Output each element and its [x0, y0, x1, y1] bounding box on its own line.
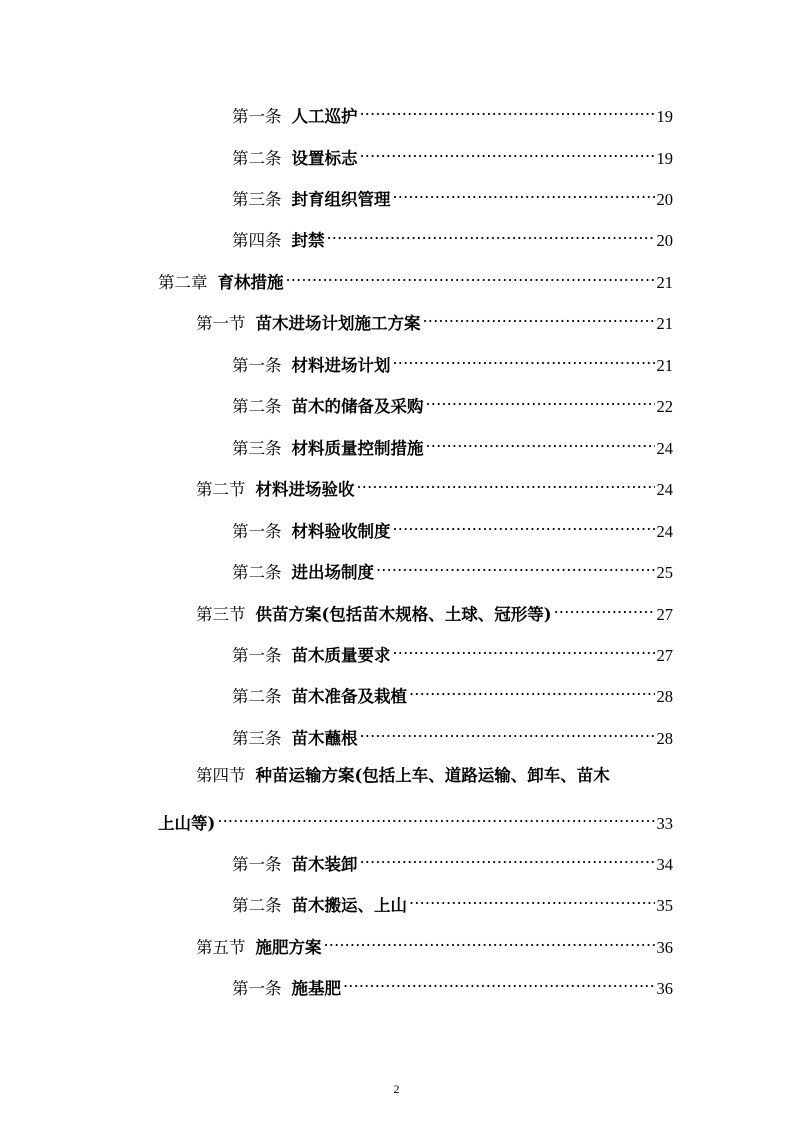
toc-entry-page: 28: [656, 687, 673, 706]
toc-entry-number: 第一条: [232, 855, 282, 874]
toc-entry-number: 第三条: [232, 729, 282, 748]
toc-entry-title: 施肥方案: [255, 938, 322, 957]
toc-entry-section[interactable]: [196, 596, 673, 624]
toc-entry-page: 20: [656, 190, 673, 209]
toc-entry-number: 第二条: [232, 896, 282, 915]
toc-entry-title: 材料验收制度: [291, 522, 391, 541]
toc-entry-number: 第二章: [158, 273, 208, 292]
toc-entry-section[interactable]: [196, 929, 673, 957]
toc-entry[interactable]: [232, 222, 673, 250]
toc-entry-page: 33: [656, 814, 673, 833]
toc-entry-title: 苗木搬运、上山: [291, 896, 407, 915]
dot-leader: [324, 929, 655, 953]
toc-entry-page: 19: [656, 107, 673, 126]
toc-entry-number: 第五节: [196, 938, 246, 957]
toc-entry-title: 封育组织管理: [291, 190, 391, 209]
toc-entry-title: 苗木进场计划施工方案: [255, 314, 421, 333]
toc-entry[interactable]: [232, 678, 673, 706]
dot-leader: [360, 98, 655, 122]
toc-entry[interactable]: [232, 140, 673, 168]
dot-leader: [357, 471, 655, 495]
toc-entry-title: 苗木蘸根: [291, 729, 358, 748]
toc-entry-page: 35: [656, 896, 673, 915]
dot-leader: [343, 970, 655, 994]
dot-leader: [426, 430, 655, 454]
toc-entry-number: 第一条: [232, 979, 282, 998]
toc-entry-page: 27: [656, 646, 673, 665]
dot-leader: [360, 846, 655, 870]
toc-entry-page: 24: [656, 439, 673, 458]
toc-entry-number: 第二条: [232, 149, 282, 168]
toc-entry-title: 施基肥: [291, 979, 341, 998]
dot-leader: [409, 678, 655, 702]
dot-leader: [217, 805, 654, 829]
toc-entry-title: 设置标志: [291, 149, 358, 168]
toc-entry-number: 第三节: [196, 605, 246, 624]
toc-entry-page: 27: [656, 605, 673, 624]
toc-entry-title-continuation: 上山等): [158, 814, 216, 833]
dot-leader: [360, 140, 655, 164]
toc-entry-title: 种苗运输方案(包括上车、道路运输、卸车、苗木: [255, 766, 610, 785]
toc-entry[interactable]: [232, 513, 673, 541]
toc-entry-number: 第二条: [232, 563, 282, 582]
page-number: 2: [393, 1082, 400, 1096]
toc-entry-number: 第一条: [232, 646, 282, 665]
toc-entry[interactable]: [232, 181, 673, 209]
toc-entry-title: 苗木质量要求: [291, 646, 391, 665]
toc-entry-number: 第四条: [232, 231, 282, 250]
toc-entry-page: 21: [656, 356, 673, 375]
toc-entry-number: 第四节: [196, 766, 246, 785]
toc-entry[interactable]: [232, 98, 673, 126]
toc-entry-page: 20: [656, 231, 673, 250]
toc-entry[interactable]: [232, 720, 673, 748]
toc-entry-title: 材料进场验收: [255, 480, 355, 499]
toc-entry-section[interactable]: [196, 305, 673, 333]
toc-entry-number: 第二条: [232, 397, 282, 416]
toc-entry-title: 人工巡护: [291, 107, 358, 126]
toc-entry-page: 19: [656, 149, 673, 168]
toc-entry-number: 第三条: [232, 439, 282, 458]
dot-leader: [393, 637, 655, 661]
toc-entry-section-wrapped-line[interactable]: [196, 764, 610, 788]
toc-entry-title: 供苗方案(包括苗木规格、土球、冠形等): [255, 605, 552, 624]
toc-entry-number: 第三条: [232, 190, 282, 209]
toc-entry-number: 第一条: [232, 356, 282, 375]
toc-entry-title: 材料进场计划: [291, 356, 391, 375]
toc-entry[interactable]: [232, 430, 673, 458]
toc-entry-page: 25: [656, 563, 673, 582]
toc-entry-number: 第二节: [196, 480, 246, 499]
toc-entry-title: 苗木的储备及采购: [291, 397, 424, 416]
dot-leader: [554, 596, 655, 620]
toc-entry[interactable]: [232, 846, 673, 874]
toc-entry-number: 第二条: [232, 687, 282, 706]
toc-entry-title: 苗木装卸: [291, 855, 358, 874]
dot-leader: [393, 181, 655, 205]
toc-entry-page: 24: [656, 480, 673, 499]
dot-leader: [360, 720, 655, 744]
toc-entry-page: 22: [656, 397, 673, 416]
toc-entry-page: 21: [656, 273, 673, 292]
toc-entry-title: 封禁: [291, 231, 325, 250]
toc-entry-page: 28: [656, 729, 673, 748]
toc-entry-page: 36: [656, 979, 673, 998]
dot-leader: [426, 388, 655, 412]
dot-leader: [376, 554, 655, 578]
toc-entry-section-continuation[interactable]: [158, 805, 673, 833]
dot-leader: [393, 347, 655, 371]
dot-leader: [409, 887, 655, 911]
toc-entry[interactable]: [232, 388, 673, 416]
toc-entry[interactable]: [232, 637, 673, 665]
toc-entry-number: 第一条: [232, 522, 282, 541]
toc-entry-number: 第一条: [232, 107, 282, 126]
toc-entry-page: 21: [656, 314, 673, 333]
toc-entry-page: 34: [656, 855, 673, 874]
toc-entry-chapter[interactable]: [158, 264, 673, 292]
toc-entry-page: 24: [656, 522, 673, 541]
toc-entry[interactable]: [232, 887, 673, 915]
toc-entry-title: 进出场制度: [291, 563, 374, 582]
dot-leader: [393, 513, 655, 537]
toc-entry-number: 第一节: [196, 314, 246, 333]
toc-entry-title: 材料质量控制措施: [291, 439, 424, 458]
toc-entry-title: 苗木准备及栽植: [291, 687, 407, 706]
toc-entry-page: 36: [656, 938, 673, 957]
toc-entry[interactable]: [232, 347, 673, 375]
toc-entry[interactable]: [232, 970, 673, 998]
toc-entry[interactable]: [232, 554, 673, 582]
dot-leader: [327, 222, 655, 246]
dot-leader: [286, 264, 655, 288]
toc-entry-title: 育林措施: [217, 273, 284, 292]
dot-leader: [423, 305, 655, 329]
toc-entry-section[interactable]: [196, 471, 673, 499]
